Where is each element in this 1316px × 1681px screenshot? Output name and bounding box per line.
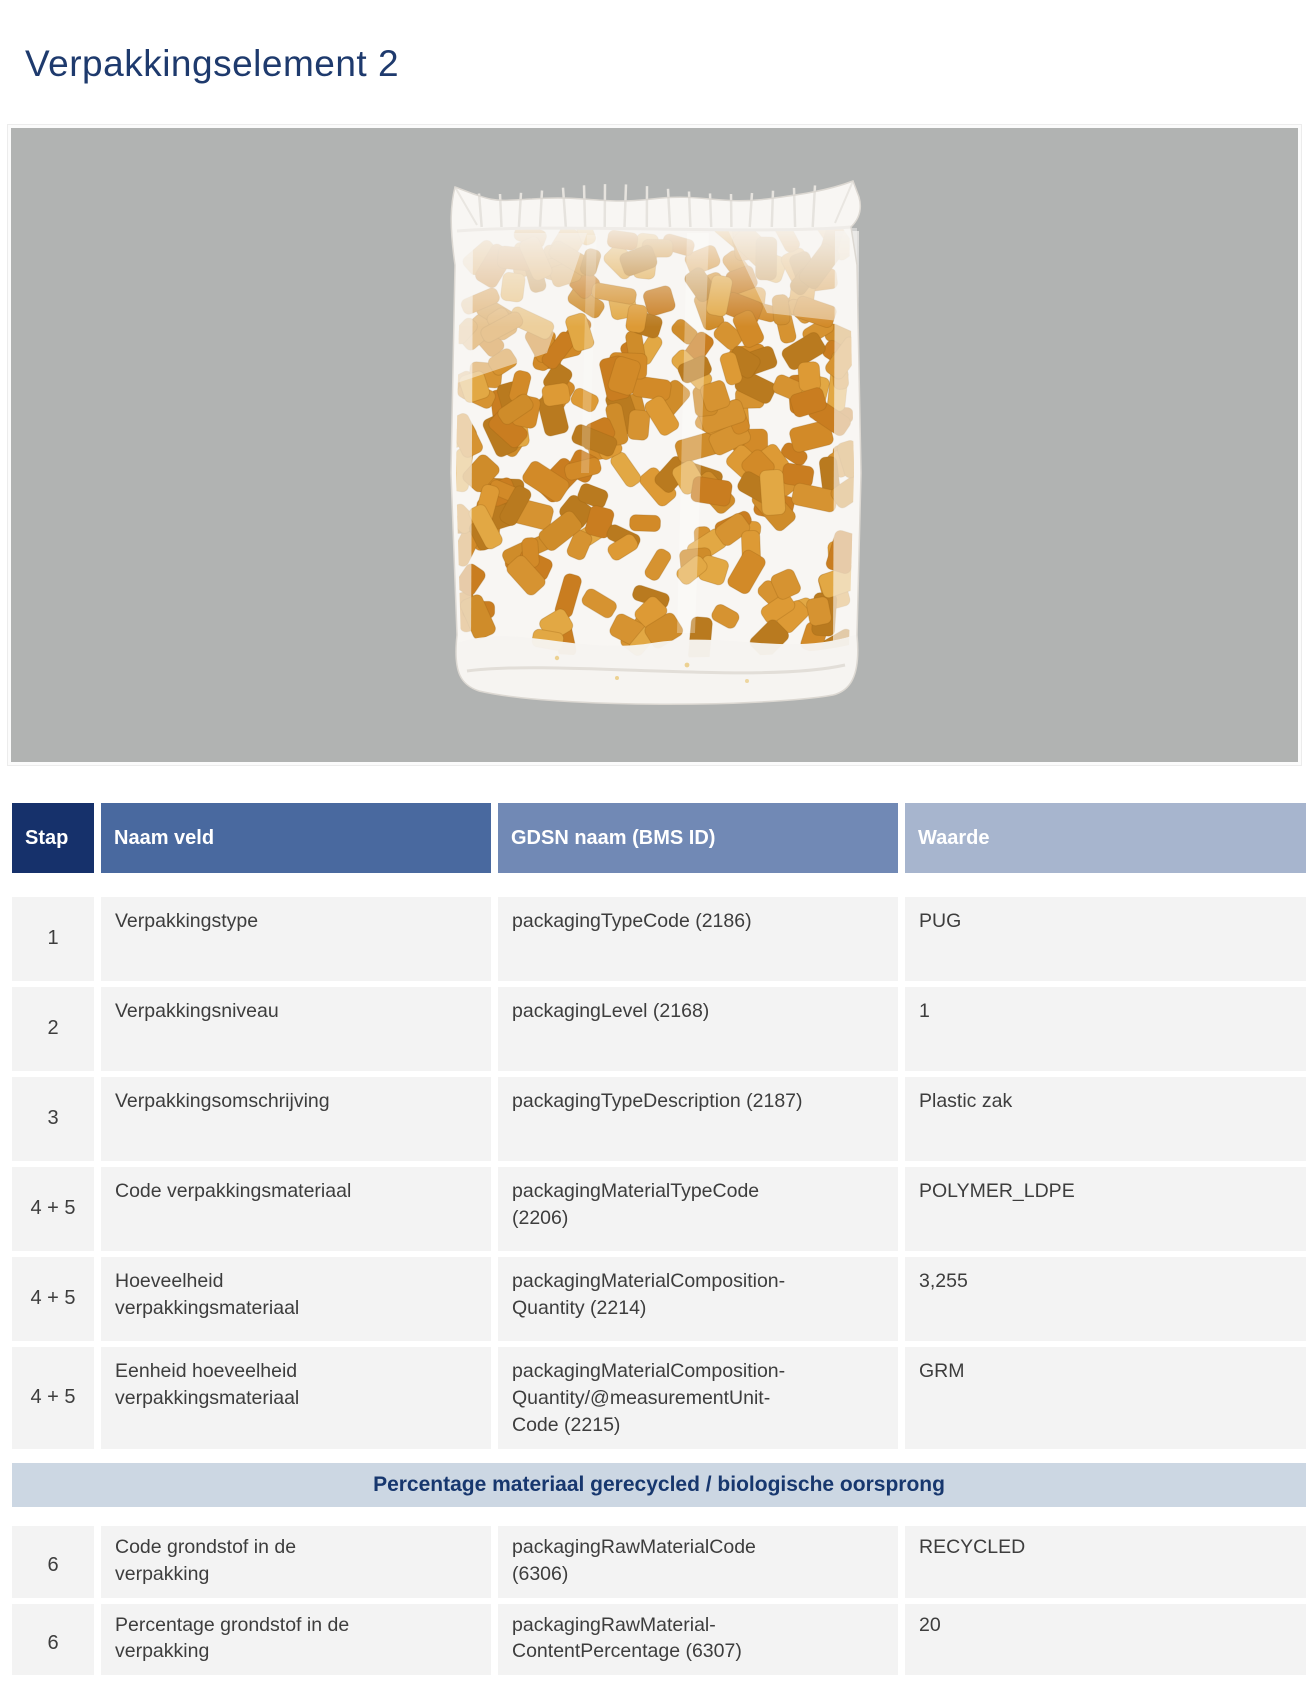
stap-cell: 1 — [12, 897, 94, 981]
header-cell-gdsn-naam: GDSN naam (BMS ID) — [498, 803, 898, 873]
value-cell: RECYCLED — [905, 1526, 1306, 1598]
gdsn-name-cell: packagingMaterialComposition-Quantity/@measurementUnit-Code (2215) — [498, 1347, 898, 1449]
table-body — [12, 897, 1306, 1675]
field-name-cell: Code verpakkingsmateriaal — [101, 1167, 491, 1251]
table-row — [12, 1526, 1306, 1598]
field-name-cell: Verpakkingstype — [101, 897, 491, 981]
page-title: Verpakkingselement 2 — [25, 43, 400, 84]
table-row — [12, 1347, 1306, 1449]
value-cell: PUG — [905, 897, 1306, 981]
header-cell-naam-veld: Naam veld — [101, 803, 491, 873]
field-name-cell: Verpakkingsniveau — [101, 987, 491, 1071]
gdsn-name-cell: packagingLevel (2168) — [498, 987, 898, 1071]
header-cell-stap: Stap — [12, 803, 94, 873]
photo-panel — [8, 125, 1301, 765]
value-cell: GRM — [905, 1347, 1306, 1449]
value-cell: 20 — [905, 1604, 1306, 1676]
stap-cell: 6 — [12, 1526, 94, 1598]
value-cell: 3,255 — [905, 1257, 1306, 1341]
value-cell: 1 — [905, 987, 1306, 1071]
stap-cell: 6 — [12, 1604, 94, 1676]
table-row — [12, 897, 1306, 981]
stap-cell: 4 + 5 — [12, 1347, 94, 1449]
field-name-cell: Code grondstof in de verpakking — [101, 1526, 491, 1598]
field-name-cell: Eenheid hoeveelheid verpakkingsmateriaal — [101, 1347, 491, 1449]
stap-cell: 3 — [12, 1077, 94, 1161]
gdsn-name-cell: packagingRawMaterialCode (6306) — [498, 1526, 898, 1598]
header-cell-waarde: Waarde — [905, 803, 1306, 873]
field-name-cell: Verpakkingsomschrijving — [101, 1077, 491, 1161]
table-row — [12, 1077, 1306, 1161]
table-row — [12, 1257, 1306, 1341]
stap-cell: 2 — [12, 987, 94, 1071]
packaging-table — [12, 803, 1306, 1681]
gdsn-name-cell: packagingMaterialComposition-Quantity (2214) — [498, 1257, 898, 1341]
gdsn-name-cell: packagingRawMaterial-ContentPercentage (6307) — [498, 1604, 898, 1676]
field-name-cell: Percentage grondstof in de verpakking — [101, 1604, 491, 1676]
product-photo-bag-of-snacks — [437, 173, 872, 718]
table-row — [12, 987, 1306, 1071]
gdsn-name-cell: packagingMaterialTypeCode (2206) — [498, 1167, 898, 1251]
table-row — [12, 1167, 1306, 1251]
section-header: Percentage materiaal gerecycled / biologische oorsprong — [12, 1463, 1306, 1507]
field-name-cell: Hoeveelheid verpakkingsmateriaal — [101, 1257, 491, 1341]
stap-cell: 4 + 5 — [12, 1257, 94, 1341]
stap-cell: 4 + 5 — [12, 1167, 94, 1251]
value-cell: Plastic zak — [905, 1077, 1306, 1161]
table-row — [12, 1604, 1306, 1676]
table-header-row — [12, 803, 1306, 873]
gdsn-name-cell: packagingTypeCode (2186) — [498, 897, 898, 981]
value-cell: POLYMER_LDPE — [905, 1167, 1306, 1251]
gdsn-name-cell: packagingTypeDescription (2187) — [498, 1077, 898, 1161]
